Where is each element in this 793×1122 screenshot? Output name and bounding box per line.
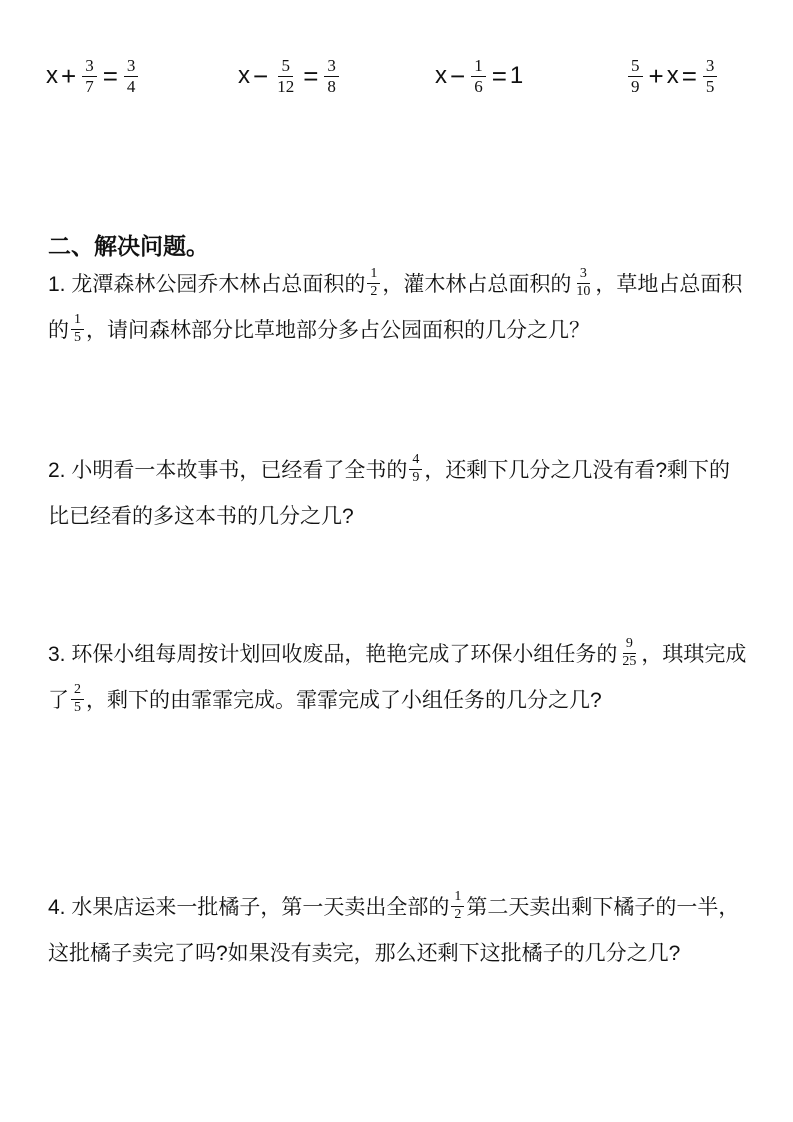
fraction-denominator: 25 [622,653,637,669]
fraction-numerator: 4 [409,453,422,470]
text-run: x [666,62,679,89]
equation-4 [625,50,720,102]
math-operator: + [648,60,664,91]
text-run: x [238,62,250,89]
text-run: 的 [48,319,69,342]
problem-3-line-1 [48,630,773,676]
problem-4-line-1 [48,883,773,929]
math-operator: = [681,60,697,91]
fraction-numerator: 1 [71,313,84,330]
problem-3 [48,630,773,722]
fraction [628,57,643,96]
problem-1-line-1 [48,260,773,306]
fraction [703,57,718,96]
text-run: ，剩下的由霏霏完成。霏霏完成了小组任务的几分之几? [86,689,602,712]
math-operator: = [491,60,507,91]
problem-1 [48,260,773,352]
text-run: ，灌木林占总面积的 [382,273,572,296]
fraction-denominator: 5 [74,329,81,345]
fraction [367,267,380,299]
fraction-denominator: 2 [454,906,462,922]
equation-row [0,50,793,102]
problem-4-line-2 [48,929,773,975]
fraction-numerator: 5 [628,57,643,77]
math-operator: = [102,60,118,91]
problem-2 [48,446,773,538]
text-run: 1 [509,62,524,89]
fraction-denominator: 5 [705,76,715,96]
problem-3-line-2 [48,676,773,722]
math-operator: + [61,60,77,91]
problem-2-line-1 [48,446,773,492]
text-run: 比已经看的多这本书的几分之几? [48,505,354,528]
math-operator: − [450,60,466,91]
text-run: ，请问森林部分比草地部分多占公园面积的几分之几？ [86,319,590,342]
text-run: 4. 水果店运来一批橘子，第一天卖出全部的 [48,896,450,919]
fraction-denominator: 10 [576,283,591,299]
text-run: 2. 小明看一本故事书，已经看了全书的 [48,459,408,482]
fraction [573,267,593,299]
fraction [619,637,639,669]
text-run: ，琪琪完成 [641,643,747,666]
section-heading: 二、解决问题。 [48,233,209,259]
fraction [71,313,84,345]
problem-1-line-2 [48,306,773,352]
fraction-denominator: 8 [327,76,336,96]
text-run: 3. 环保小组每周按计划回收废品，艳艳完成了环保小组任务的 [48,643,618,666]
fraction [409,453,422,485]
text-run: 了 [48,689,69,712]
fraction [82,57,97,96]
fraction-numerator: 3 [82,57,97,77]
fraction-denominator: 9 [631,76,640,96]
fraction-numerator: 3 [324,57,339,77]
fraction-numerator: 5 [278,57,293,77]
text-run: x [435,62,447,89]
fraction [451,890,464,922]
fraction-numerator: 1 [451,890,464,907]
fraction-numerator: 3 [124,57,139,77]
text-run: 第二天卖出剩下橘子的一半， [466,896,740,919]
fraction-numerator: 1 [471,57,486,77]
text-run: x [46,62,58,89]
equation-1 [46,50,141,102]
fraction-numerator: 2 [71,683,84,700]
fraction [124,57,139,96]
fraction [71,683,84,715]
fraction-denominator: 9 [412,469,420,485]
text-run: ，草地占总面积 [595,273,743,296]
text-run: ，还剩下几分之几没有看?剩下的 [424,459,731,482]
fraction-denominator: 5 [74,699,81,715]
fraction-numerator: 9 [623,637,636,654]
fraction-denominator: 6 [474,76,483,96]
text-run: 1. 龙潭森林公园乔木林占总面积的 [48,273,366,296]
fraction-numerator: 1 [367,267,380,284]
fraction-denominator: 4 [126,76,136,96]
problem-4 [48,883,773,975]
fraction [324,57,339,96]
fraction-denominator: 7 [85,76,94,96]
problem-2-line-2 [48,492,773,538]
fraction-denominator: 12 [277,76,295,96]
fraction-numerator: 3 [577,267,590,284]
math-operator: = [303,60,319,91]
fraction-denominator: 2 [370,283,378,299]
math-operator: − [253,60,269,91]
text-run: 这批橘子卖完了吗?如果没有卖完，那么还剩下这批橘子的几分之几? [48,942,681,965]
fraction [471,57,486,96]
fraction [274,57,297,96]
equation-2 [238,50,342,102]
equation-3 [435,50,523,102]
fraction-numerator: 3 [703,57,718,77]
